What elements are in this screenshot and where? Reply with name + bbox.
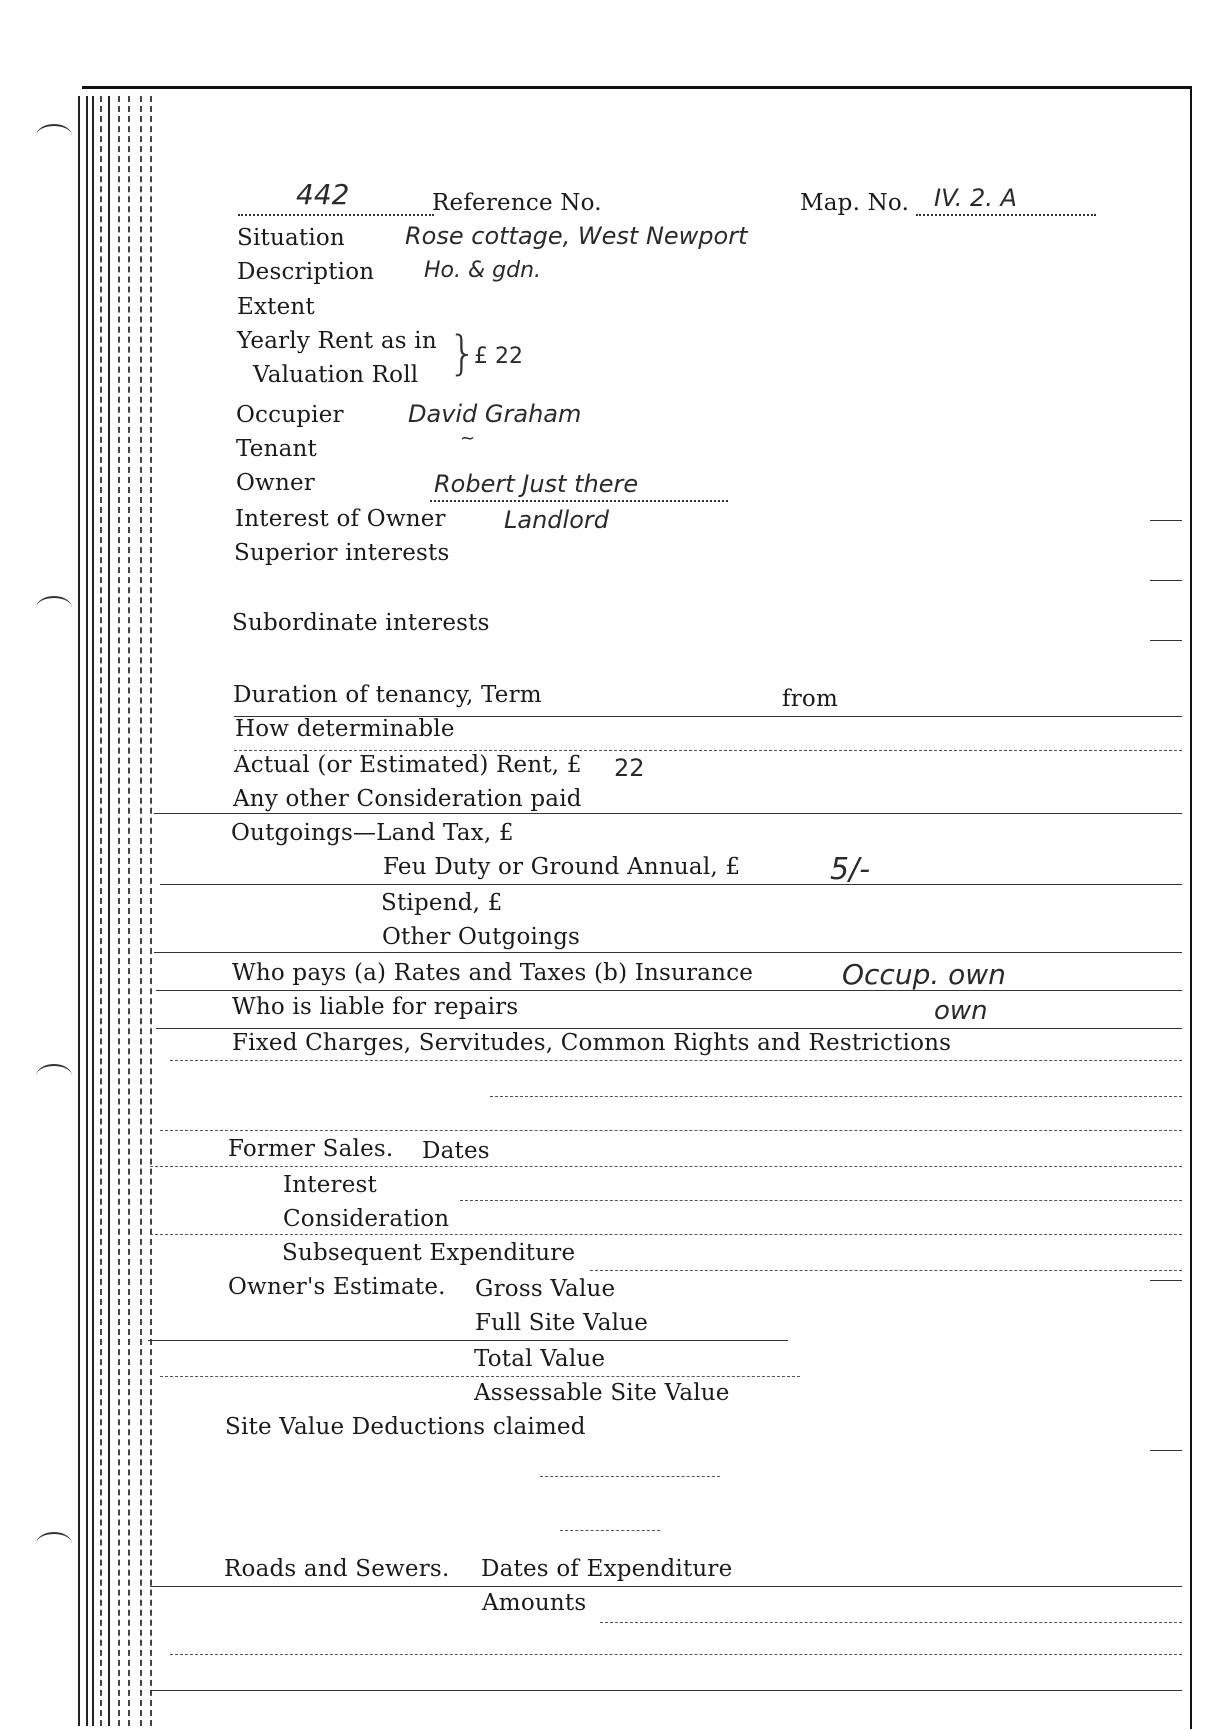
map-no-line [916,214,1096,216]
from-label: from [782,686,838,712]
margin-mark [1150,580,1182,581]
row-rule [150,1586,1182,1587]
description-value: Ho. & gdn. [424,258,542,283]
row-rule [160,1130,1182,1131]
occupier-label: Occupier [236,402,344,428]
situation-value: Rose cottage, West Newport [405,222,748,250]
margin-mark [1150,1450,1182,1451]
reference-no-label: Reference No. [432,190,602,216]
description-label: Description [237,259,375,285]
other-outgoings-label: Other Outgoings [382,924,581,950]
stipend-label: Stipend, £ [381,890,503,916]
gross-value-label: Gross Value [475,1276,616,1302]
feu-duty-label: Feu Duty or Ground Annual, £ [383,854,741,880]
binding-edge [78,96,168,1726]
yearly-rent-label: Yearly Rent as in [237,328,437,354]
owner-line [430,500,728,502]
interest-of-owner-value: Landlord [504,506,609,534]
row-rule [150,1166,1182,1167]
how-determinable-label: How determinable [235,716,455,742]
punch-hole [36,1532,72,1556]
superior-interests-label: Superior interests [234,540,450,566]
site-value-deductions-label: Site Value Deductions claimed [225,1414,586,1440]
other-consideration-label: Any other Consideration paid [233,786,582,812]
who-pays-value: Occup. own [842,958,1006,991]
owners-estimate-label: Owner's Estimate. [228,1274,446,1300]
subsequent-expenditure-label: Subsequent Expenditure [282,1240,576,1266]
tenant-label: Tenant [236,436,317,462]
owner-label: Owner [236,470,315,496]
row-rule [156,1028,1182,1029]
row-rule [154,813,1182,814]
extent-label: Extent [237,294,315,320]
row-rule [160,884,1182,885]
yearly-rent-value: £ 22 [474,344,523,369]
punch-hole [36,1064,72,1088]
row-rule [590,1270,1182,1271]
row-rule [460,1200,1182,1201]
margin-mark [1150,640,1182,641]
brace-icon: } [448,326,478,380]
tenant-value: ~ [460,428,476,449]
consideration-label: Consideration [283,1206,450,1232]
former-sales-dates-label: Dates [422,1138,490,1164]
map-no-label: Map. No. [800,190,910,216]
row-rule [490,1096,1182,1097]
total-value-label: Total Value [474,1346,606,1372]
margin-mark [1150,520,1182,521]
row-rule [154,952,1182,953]
row-rule [600,1622,1182,1623]
situation-label: Situation [237,225,345,251]
subordinate-interests-label: Subordinate interests [232,610,490,636]
who-liable-label: Who is liable for repairs [232,994,519,1020]
interest-label: Interest [283,1172,378,1198]
duration-of-tenancy-label: Duration of tenancy, Term [233,682,542,708]
former-sales-label: Former Sales. [228,1136,394,1162]
interest-of-owner-label: Interest of Owner [235,506,446,532]
row-rule [156,990,1182,991]
row-rule [148,1340,788,1341]
fixed-charges-label: Fixed Charges, Servitudes, Common Rights and Restrictions [232,1030,952,1056]
dates-of-expenditure-label: Dates of Expenditure [481,1556,733,1582]
row-rule [150,1690,1182,1691]
row-rule [540,1476,720,1477]
punch-hole [36,124,72,148]
reference-no-line [238,214,434,216]
outgoings-label: Outgoings—Land Tax, £ [231,820,514,846]
assessable-site-value-label: Assessable Site Value [474,1380,730,1406]
row-rule [150,1234,1182,1235]
row-rule [234,750,1182,751]
row-rule [160,1376,800,1377]
amounts-label: Amounts [482,1590,587,1616]
punch-hole [36,596,72,620]
owner-value: Robert Just there [434,470,639,498]
full-site-value-label: Full Site Value [475,1310,649,1336]
valuation-roll-label: Valuation Roll [253,362,419,388]
reference-no-value: 442 [296,178,350,211]
row-rule [170,1654,1182,1655]
actual-rent-label: Actual (or Estimated) Rent, £ [234,752,582,778]
row-rule [560,1530,660,1531]
roads-and-sewers-label: Roads and Sewers. [224,1556,450,1582]
feu-duty-value: 5/- [830,852,871,887]
actual-rent-value: 22 [614,754,645,782]
occupier-value: David Graham [408,400,582,428]
who-liable-value: own [934,996,988,1026]
map-no-value: IV. 2. A [934,184,1017,212]
who-pays-label: Who pays (a) Rates and Taxes (b) Insurance [232,960,754,986]
row-rule [170,1060,1182,1061]
margin-mark [1150,1280,1182,1281]
